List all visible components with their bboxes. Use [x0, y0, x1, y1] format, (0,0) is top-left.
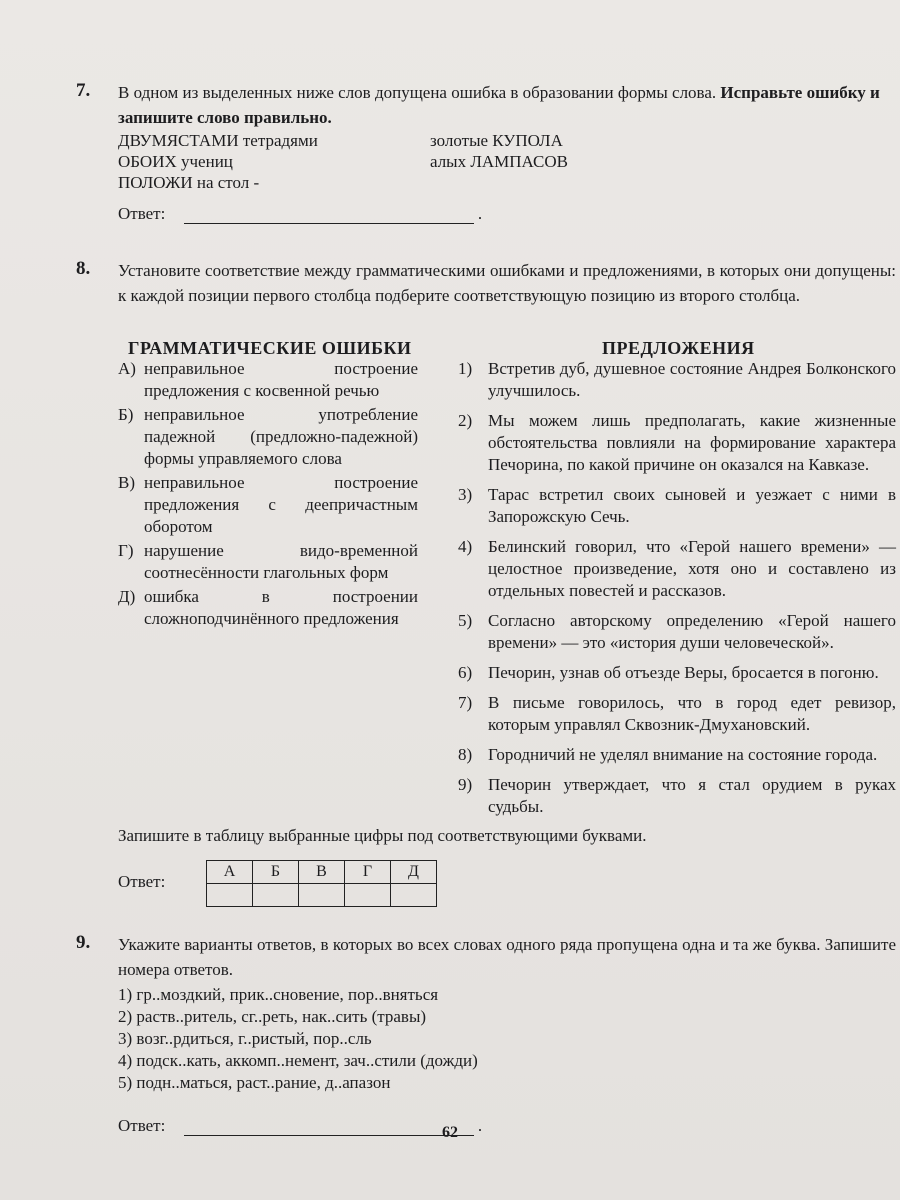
answer-label: Ответ: [118, 204, 166, 223]
table-header: А [207, 861, 253, 884]
answer-label: Ответ: [118, 872, 166, 891]
column-title-errors: ГРАММАТИЧЕСКИЕ ОШИБКИ [128, 338, 412, 358]
answer-cell[interactable] [345, 884, 391, 907]
task-instruction [118, 80, 896, 130]
option-list [118, 984, 478, 1094]
table-header: Г [345, 861, 391, 884]
list-item: Г) нарушение видо-временной соотнесённости глагольных форм [118, 541, 418, 582]
word-list [118, 130, 568, 193]
list-item: 2) раств..ритель, сг..реть, нак..сить (травы) [118, 1007, 427, 1026]
error-list [118, 358, 418, 632]
table-header: Д [391, 861, 437, 884]
list-item: 3) возг..рдиться, г..ристый, пор..сль [118, 1029, 372, 1048]
answer-field[interactable] [184, 223, 474, 224]
list-item: Б) неправильное употребление падежной (предложно-падежной) формы управляемого слова [118, 405, 418, 468]
task-instruction: Укажите варианты ответов, в которых во всех словах одного ряда пропущена одна и та же буква. Запишите номера ответов. [118, 935, 896, 979]
word-item: ПОЛОЖИ на стол - [118, 173, 260, 192]
word-item: ОБОИХ учениц [118, 152, 233, 171]
instruction-text: В одном из выделенных ниже слов допущена ошибка в образовании формы слова. [118, 83, 717, 102]
page-number: 62 [442, 1124, 458, 1141]
answer-cell[interactable] [253, 884, 299, 907]
list-item: 5) Согласно авторскому определению «Герой нашего времени» — это «история души человеческой». [458, 611, 896, 652]
list-item: 4) Белинский говорил, что «Герой нашего времени» — целостное произведение, хотя оно и составлено из отдельных повестей и рассказов. [458, 537, 896, 600]
list-item: 1) Встретив дуб, душевное состояние Андрея Болконского улучшилось. [458, 359, 896, 400]
list-item: Д) ошибка в построении сложноподчинённого предложения [118, 587, 418, 628]
list-item: 5) подн..маться, раст..рание, д..апазон [118, 1073, 391, 1092]
task-number: 7. [76, 80, 91, 101]
list-item: 6) Печорин, узнав об отъезде Веры, бросается в погоню. [458, 663, 879, 682]
answer-cell[interactable] [207, 884, 253, 907]
word-list-right [430, 130, 730, 172]
word-item: алых ЛАМПАСОВ [430, 152, 568, 171]
table-header: Б [253, 861, 299, 884]
list-item: 4) подск..кать, аккомп..немент, зач..стили (дожди) [118, 1051, 478, 1070]
list-item: 3) Тарас встретил своих сыновей и уезжает с ними в Запорожскую Сечь. [458, 485, 896, 526]
table-header: В [299, 861, 345, 884]
answer-row: Ответ: . [118, 1116, 483, 1135]
list-item: 9) Печорин утверждает, что я стал орудием в руках судьбы. [458, 775, 896, 816]
list-item: В) неправильное построение предложения с деепричастным оборотом [118, 473, 418, 536]
table-instruction: Запишите в таблицу выбранные цифры под соответствующими буквами. [118, 826, 647, 845]
task-number: 9. [76, 932, 91, 953]
sentence-list [458, 358, 896, 826]
answer-row: Ответ: . [118, 204, 483, 223]
list-item: А) неправильное построение предложения с косвенной речью [118, 359, 418, 400]
instruction-bold: Исправьте ошибку и запишите слово правильно. [118, 83, 880, 127]
task-number: 8. [76, 258, 91, 279]
list-item: 7) В письме говорилось, что в город едет ревизор, которым управлял Сквозник-Дмухановский. [458, 693, 896, 734]
word-item: золотые КУПОЛА [430, 131, 563, 150]
task-instruction: Установите соответствие между грамматическими ошибками и предложениями, в которых они допущены: к каждой позиции первого столбца подберите соответствующую позицию из второго столбца. [118, 261, 896, 305]
answer-cell[interactable] [299, 884, 345, 907]
answer-table [206, 860, 437, 907]
list-item: 2) Мы можем лишь предполагать, какие жизненные обстоятельства повлияли на формирование характера Печорина, по какой причине он оказался на Кавказе. [458, 411, 896, 474]
list-item: 8) Городничий не уделял внимание на состояние города. [458, 745, 878, 764]
answer-label: Ответ: [118, 1116, 166, 1135]
list-item: 1) гр..моздкий, прик..сновение, пор..вняться [118, 985, 439, 1004]
answer-cell[interactable] [391, 884, 437, 907]
word-item: ДВУМЯСТАМИ тетрадями [118, 131, 318, 150]
column-title-sentences: ПРЕДЛОЖЕНИЯ [602, 338, 755, 358]
